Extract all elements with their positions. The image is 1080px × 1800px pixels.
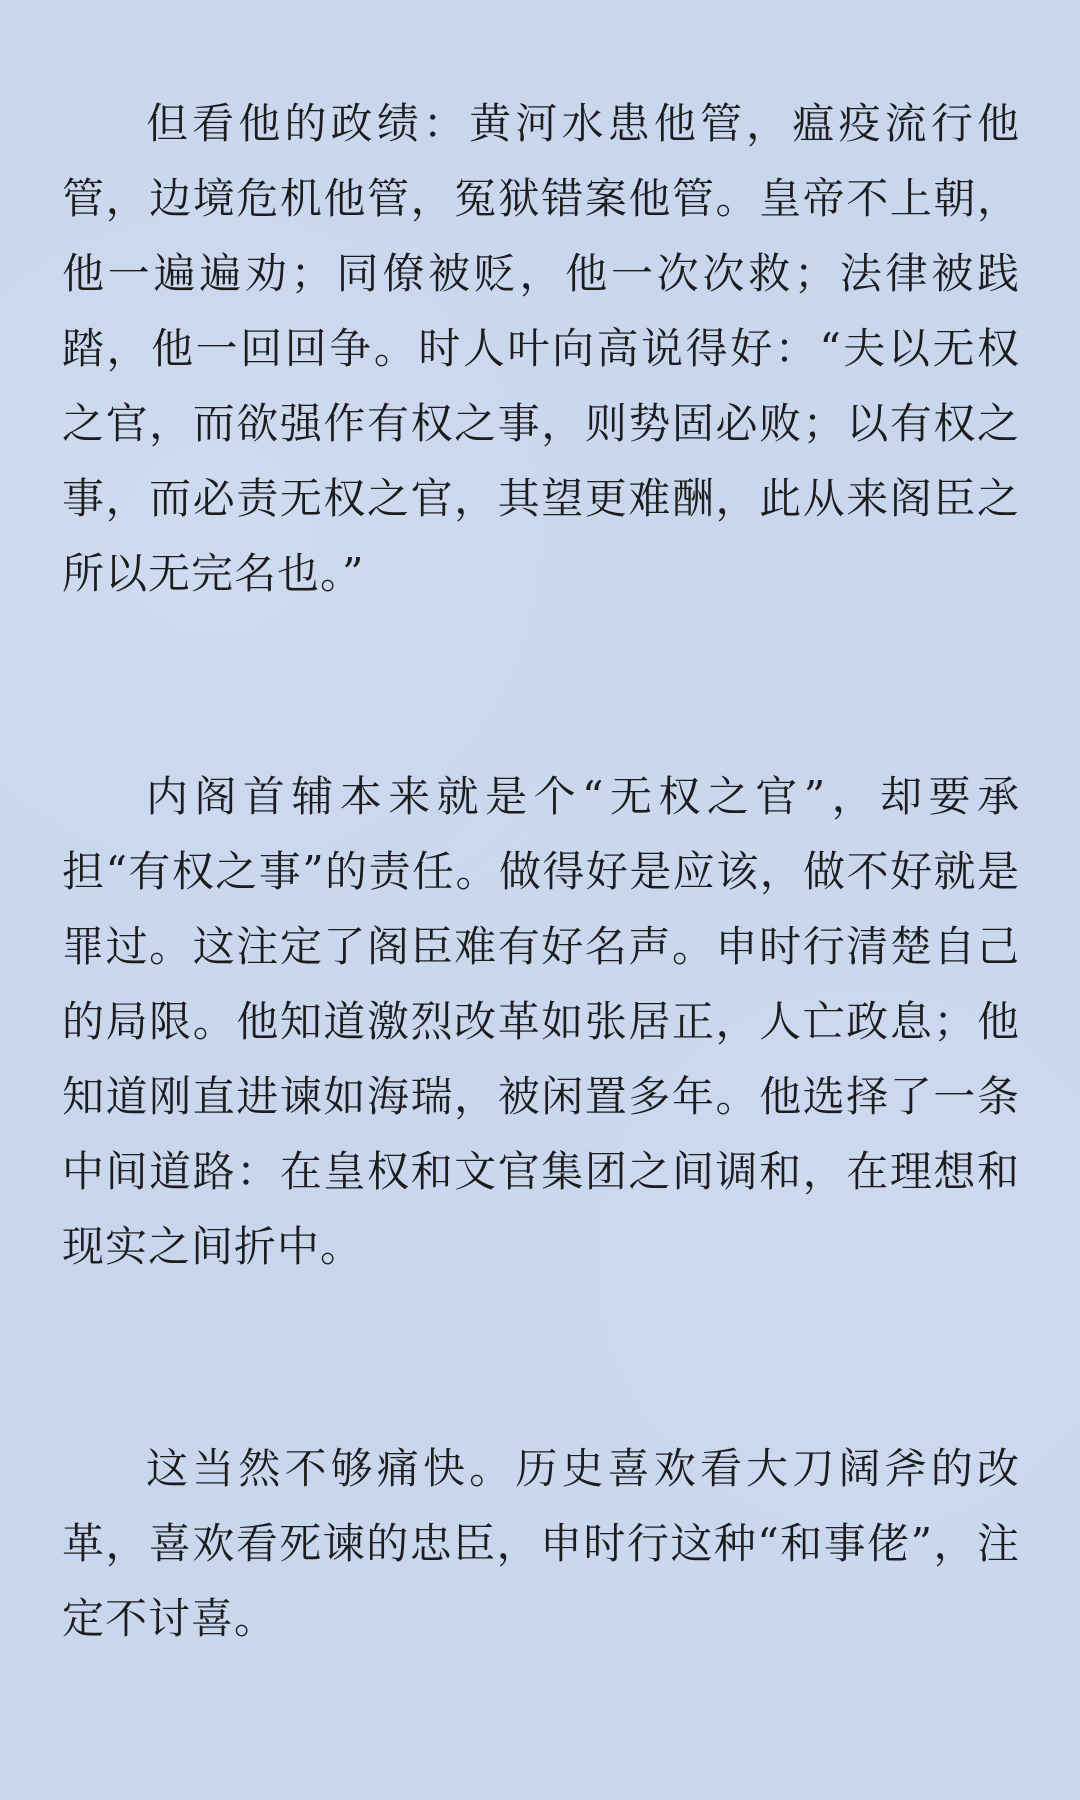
paragraph-1: 但看他的政绩：黄河水患他管，瘟疫流行他管，边境危机他管，冤狱错案他管。皇帝不上朝，他一遍遍劝；同僚被贬，他一次次救；法律被践踏，他一回回争。时人叶向高说得好：“夫以无权之官，而欲强作有权之事，则势固必败；以有权之事，而必责无权之官，其望更难酬，此从来阁臣之所以无完名也。” (62, 99, 1020, 598)
paragraph-spacer (62, 611, 1020, 759)
article-body (62, 86, 1020, 1656)
paragraph-2: 内阁首辅本来就是个“无权之官”，却要承担“有权之事”的责任。做得好是应该，做不好就是罪过。这注定了阁臣难有好名声。申时行清楚自己的局限。他知道激烈改革如张居正，人亡政息；他知道刚直进谏如海瑞，被闲置多年。他选择了一条中间道路：在皇权和文官集团之间调和，在理想和现实之间折中。 (62, 772, 1020, 1271)
paragraph-3: 这当然不够痛快。历史喜欢看大刀阔斧的改革，喜欢看死谏的忠臣，申时行这种“和事佬”，注定不讨喜。 (62, 1444, 1020, 1643)
paragraph-spacer (62, 1284, 1020, 1431)
